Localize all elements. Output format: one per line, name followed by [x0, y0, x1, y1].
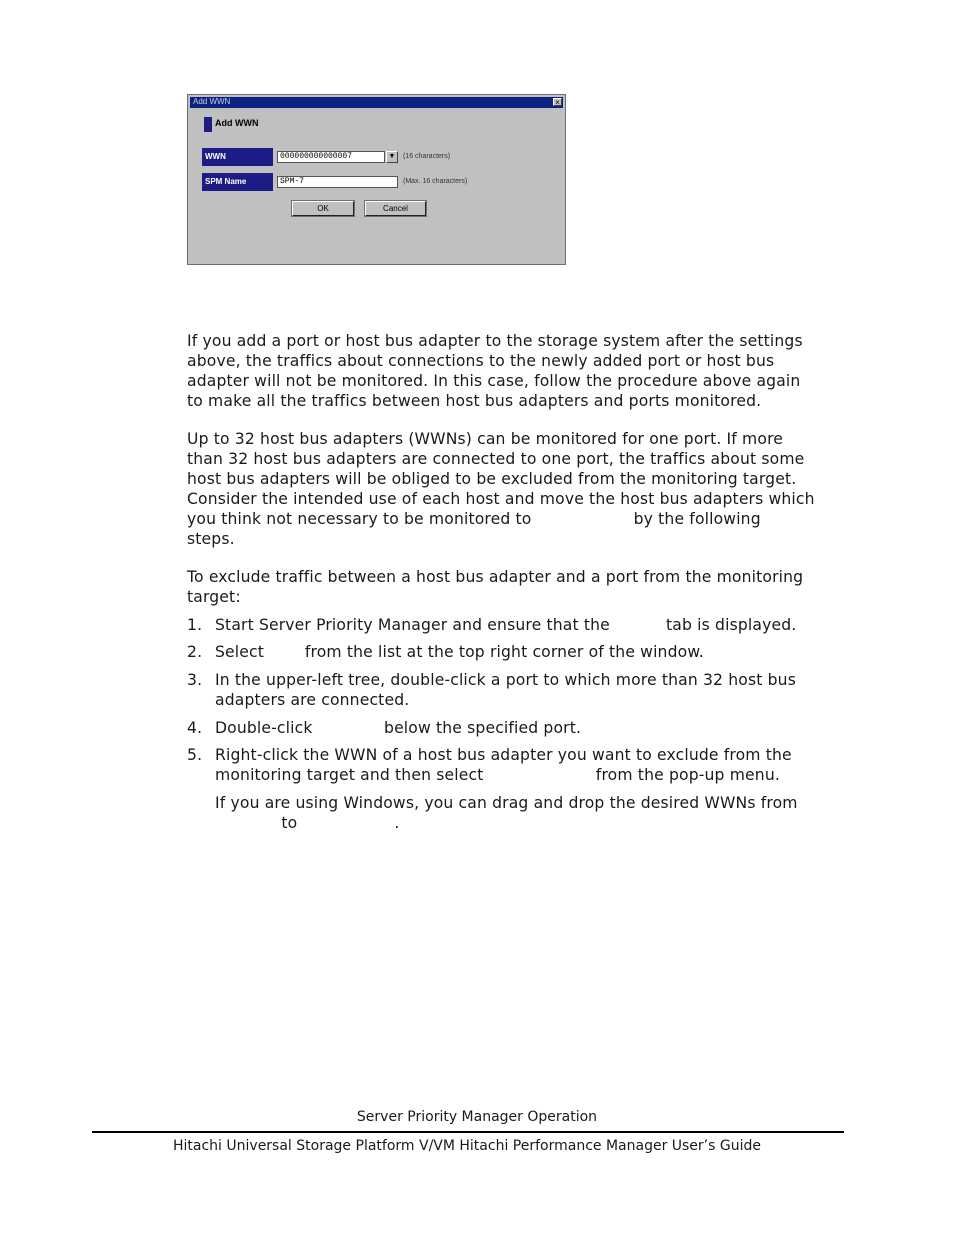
dialog-titlebar [190, 97, 563, 108]
dialog-heading: Add WWN [215, 118, 259, 128]
spm-name-input[interactable]: SPM-7 [277, 176, 398, 188]
spm-name-hint: (Max. 16 characters) [403, 178, 468, 185]
cancel-button[interactable]: Cancel [365, 201, 426, 216]
text-line: Consider the intended use of each host and move the host bus adapters which [187, 490, 815, 508]
step-number: 5. [187, 746, 203, 764]
step-text: Start Server Priority Manager and ensure that the tab is displayed. [215, 616, 797, 634]
step-number: 4. [187, 719, 203, 737]
wwn-label: WWN [202, 148, 273, 166]
note-text: If you are using Windows, you can drag and drop the desired WWNs from [215, 794, 798, 812]
note-text: to . [215, 814, 400, 832]
dialog-window-title: Add WWN [193, 97, 231, 106]
step-text: Select from the list at the top right corner of the window. [215, 643, 704, 661]
text-line: adapter will not be monitored. In this case, follow the procedure above again [187, 372, 801, 390]
footer-section-name: Server Priority Manager Operation [356, 1109, 598, 1125]
step-text: Right-click the WWN of a host bus adapter you want to exclude from the [215, 746, 792, 764]
text-line: Up to 32 host bus adapters (WWNs) can be monitored for one port. If more [187, 430, 784, 448]
step-number: 1. [187, 616, 203, 634]
ok-button[interactable]: OK [292, 201, 354, 216]
text-line: than 32 host bus adapters are connected to one port, the traffics about some [187, 450, 805, 468]
footer-book-title: Hitachi Universal Storage Platform V/VM Hitachi Performance Manager User’s Guide [173, 1138, 761, 1154]
paragraph-added-port [187, 331, 847, 411]
wwn-combo-input[interactable]: 000000000000007 [277, 151, 385, 163]
chevron-down-icon[interactable]: ▼ [386, 151, 398, 163]
text-line: above, the traffics about connections to the newly added port or host bus [187, 352, 775, 370]
paragraph-32-limit [187, 429, 847, 549]
text-line: steps. [187, 530, 235, 548]
footer-divider [92, 1131, 844, 1133]
text-line: To exclude traffic between a host bus adapter and a port from the monitoring [187, 568, 804, 586]
paragraph-exclude-intro [187, 567, 847, 607]
text-line: to make all the traffics between host bus adapters and ports monitored. [187, 392, 762, 410]
text-line: you think not necessary to be monitored to by the following [187, 510, 761, 528]
step-number: 2. [187, 643, 203, 661]
step-text: adapters are connected. [215, 691, 410, 709]
step-text: Double-click below the specified port. [215, 719, 582, 737]
add-wwn-dialog [187, 94, 566, 265]
text-line: If you add a port or host bus adapter to the storage system after the settings [187, 332, 803, 350]
step-text: In the upper-left tree, double-click a port to which more than 32 host bus [215, 671, 796, 689]
step-text: monitoring target and then select from the pop-up menu. [215, 766, 780, 784]
text-line: host bus adapters will be obliged to be excluded from the monitoring target. [187, 470, 797, 488]
step-number: 3. [187, 671, 203, 689]
wwn-hint: (16 characters) [403, 153, 451, 160]
text-line: target: [187, 588, 241, 606]
heading-marker [204, 117, 212, 132]
close-icon[interactable]: × [553, 98, 562, 106]
spm-name-label: SPM Name [202, 173, 273, 191]
